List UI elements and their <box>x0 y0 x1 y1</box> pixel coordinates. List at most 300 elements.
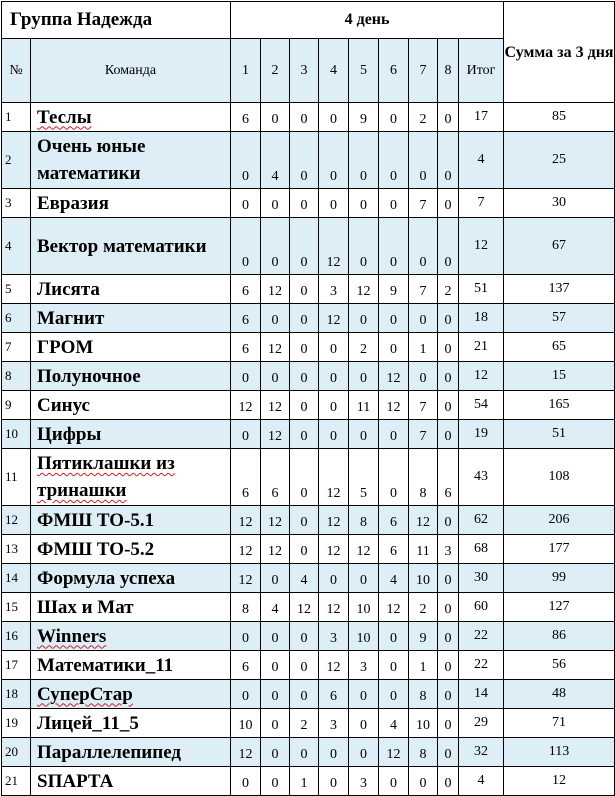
problem-5-score: 0 <box>349 218 379 275</box>
problem-1-header: 1 <box>231 39 261 103</box>
group-title: Группа Надежда <box>2 2 231 39</box>
table-row <box>2 767 615 796</box>
day-total: 29 <box>459 709 504 738</box>
table-row <box>2 738 615 767</box>
table-row <box>2 420 615 449</box>
problem-7-score: 2 <box>409 593 438 622</box>
problem-8-score: 0 <box>438 564 459 593</box>
problem-3-score: 0 <box>290 132 319 189</box>
row-number: 5 <box>2 275 31 304</box>
problem-2-score: 0 <box>261 189 290 218</box>
problem-4-score: 12 <box>319 535 349 564</box>
problem-6-score: 0 <box>379 420 409 449</box>
problem-6-score: 0 <box>379 651 409 680</box>
problem-8-score: 0 <box>438 333 459 362</box>
team-name-cell <box>31 593 231 622</box>
day-total: 19 <box>459 420 504 449</box>
problem-7-score: 7 <box>409 275 438 304</box>
three-day-sum: 51 <box>504 420 615 449</box>
problem-4-score: 0 <box>319 738 349 767</box>
problem-4-score: 0 <box>319 132 349 189</box>
problem-3-score: 0 <box>290 535 319 564</box>
team-name: Цифры <box>37 423 102 445</box>
problem-4-score: 6 <box>319 680 349 709</box>
problem-5-score: 12 <box>349 275 379 304</box>
problem-7-score: 1 <box>409 651 438 680</box>
problem-3-score: 0 <box>290 391 319 420</box>
team-name-cell <box>31 506 231 535</box>
problem-2-score: 6 <box>261 449 290 506</box>
problem-3-score: 0 <box>290 218 319 275</box>
team-name: Очень юные математики <box>37 136 146 184</box>
row-number: 19 <box>2 709 31 738</box>
day-total: 54 <box>459 391 504 420</box>
problem-5-header: 5 <box>349 39 379 103</box>
problem-2-score: 0 <box>261 218 290 275</box>
problem-7-score: 10 <box>409 709 438 738</box>
three-day-sum: 48 <box>504 680 615 709</box>
problem-7-score: 7 <box>409 391 438 420</box>
problem-8-score: 0 <box>438 593 459 622</box>
problem-4-score: 12 <box>319 304 349 333</box>
problem-5-score: 5 <box>349 449 379 506</box>
problem-4-score: 0 <box>319 362 349 391</box>
team-name: Формула успеха <box>37 567 176 589</box>
problem-8-score: 0 <box>438 420 459 449</box>
problem-2-score: 12 <box>261 333 290 362</box>
three-day-sum: 25 <box>504 132 615 189</box>
three-day-sum: 108 <box>504 449 615 506</box>
problem-1-score: 6 <box>231 333 261 362</box>
day-total: 4 <box>459 132 504 189</box>
day-total: 12 <box>459 218 504 275</box>
day-total: 30 <box>459 564 504 593</box>
problem-1-score: 6 <box>231 275 261 304</box>
problem-5-score: 8 <box>349 506 379 535</box>
table-row <box>2 449 615 506</box>
row-number: 13 <box>2 535 31 564</box>
row-number: 8 <box>2 362 31 391</box>
team-name-cell <box>31 304 231 333</box>
problem-7-score: 2 <box>409 103 438 132</box>
day-total: 62 <box>459 506 504 535</box>
problem-3-score: 1 <box>290 767 319 796</box>
row-number: 1 <box>2 103 31 132</box>
table-row <box>2 564 615 593</box>
problem-2-score: 0 <box>261 622 290 651</box>
table-row <box>2 535 615 564</box>
problem-1-score: 0 <box>231 132 261 189</box>
problem-8-score: 0 <box>438 218 459 275</box>
three-day-sum: 113 <box>504 738 615 767</box>
problem-5-score: 3 <box>349 767 379 796</box>
day-total: 51 <box>459 275 504 304</box>
problem-2-score: 12 <box>261 420 290 449</box>
team-name: ГРОМ <box>37 336 94 358</box>
problem-6-score: 12 <box>379 362 409 391</box>
problem-8-score: 0 <box>438 680 459 709</box>
team-name-cell <box>31 275 231 304</box>
problem-5-score: 0 <box>349 709 379 738</box>
team-name-cell <box>31 333 231 362</box>
problem-3-score: 0 <box>290 189 319 218</box>
problem-7-score: 0 <box>409 767 438 796</box>
row-number: 11 <box>2 449 31 506</box>
problem-8-score: 0 <box>438 622 459 651</box>
team-name: Полуночное <box>37 365 141 387</box>
problem-4-score: 12 <box>319 506 349 535</box>
problem-3-score: 0 <box>290 622 319 651</box>
problem-6-score: 0 <box>379 680 409 709</box>
team-name-cell <box>31 738 231 767</box>
problem-2-score: 12 <box>261 391 290 420</box>
problem-2-score: 0 <box>261 103 290 132</box>
problem-5-score: 10 <box>349 622 379 651</box>
problem-3-score: 0 <box>290 275 319 304</box>
problem-8-score: 0 <box>438 651 459 680</box>
problem-4-score: 12 <box>319 449 349 506</box>
problem-6-score: 0 <box>379 622 409 651</box>
team-name: Вектор математики <box>37 235 207 257</box>
table-row <box>2 304 615 333</box>
problem-5-score: 0 <box>349 362 379 391</box>
table-row <box>2 333 615 362</box>
problem-4-score: 0 <box>319 333 349 362</box>
table-row <box>2 593 615 622</box>
problem-3-score: 0 <box>290 362 319 391</box>
three-day-sum: 165 <box>504 391 615 420</box>
problem-7-score: 11 <box>409 535 438 564</box>
problem-8-score: 0 <box>438 362 459 391</box>
problem-3-score: 0 <box>290 506 319 535</box>
problem-1-score: 0 <box>231 767 261 796</box>
problem-7-score: 9 <box>409 622 438 651</box>
problem-5-score: 2 <box>349 333 379 362</box>
problem-6-score: 4 <box>379 564 409 593</box>
sum-header: Сумма за 3 дня <box>504 2 615 103</box>
problem-1-score: 0 <box>231 420 261 449</box>
problem-7-score: 0 <box>409 362 438 391</box>
problem-1-score: 6 <box>231 103 261 132</box>
problem-3-score: 0 <box>290 738 319 767</box>
problem-3-score: 0 <box>290 680 319 709</box>
row-number: 15 <box>2 593 31 622</box>
table-row <box>2 506 615 535</box>
problem-2-score: 4 <box>261 593 290 622</box>
problem-1-score: 12 <box>231 391 261 420</box>
team-name: Шах и Мат <box>37 596 134 618</box>
problem-4-score: 3 <box>319 275 349 304</box>
problem-3-score: 4 <box>290 564 319 593</box>
problem-6-score: 6 <box>379 506 409 535</box>
problem-1-score: 8 <box>231 593 261 622</box>
row-number: 10 <box>2 420 31 449</box>
problem-1-score: 12 <box>231 506 261 535</box>
results-table <box>1 1 615 796</box>
team-name-cell <box>31 709 231 738</box>
problem-5-score: 0 <box>349 189 379 218</box>
problem-1-score: 6 <box>231 651 261 680</box>
team-name: ФМШ ТО-5.2 <box>37 538 155 560</box>
team-name: Евразия <box>37 192 109 214</box>
problem-8-header: 8 <box>438 39 459 103</box>
problem-6-score: 9 <box>379 275 409 304</box>
three-day-sum: 177 <box>504 535 615 564</box>
day-total: 17 <box>459 103 504 132</box>
row-number: 9 <box>2 391 31 420</box>
problem-4-score: 0 <box>319 391 349 420</box>
problem-7-score: 8 <box>409 449 438 506</box>
problem-3-score: 0 <box>290 651 319 680</box>
problem-1-score: 6 <box>231 304 261 333</box>
problem-1-score: 10 <box>231 709 261 738</box>
problem-5-score: 0 <box>349 564 379 593</box>
problem-5-score: 12 <box>349 535 379 564</box>
problem-8-score: 0 <box>438 738 459 767</box>
team-name: Магнит <box>37 307 105 329</box>
problem-7-score: 10 <box>409 564 438 593</box>
three-day-sum: 67 <box>504 218 615 275</box>
problem-5-score: 0 <box>349 132 379 189</box>
day-total: 21 <box>459 333 504 362</box>
problem-8-score: 0 <box>438 767 459 796</box>
problem-6-score: 0 <box>379 767 409 796</box>
problem-5-score: 0 <box>349 420 379 449</box>
day-total: 22 <box>459 651 504 680</box>
row-number: 4 <box>2 218 31 275</box>
problem-6-score: 0 <box>379 449 409 506</box>
day-title: 4 день <box>231 2 504 39</box>
day-total: 4 <box>459 767 504 796</box>
problem-2-header: 2 <box>261 39 290 103</box>
team-name: SПАРТА <box>37 770 114 792</box>
team-name: Математики_11 <box>37 654 174 676</box>
problem-2-score: 0 <box>261 564 290 593</box>
team-column-header: Команда <box>31 39 231 103</box>
number-column-header: № <box>2 39 31 103</box>
problem-6-score: 0 <box>379 132 409 189</box>
team-name-cell <box>31 189 231 218</box>
problem-2-score: 0 <box>261 362 290 391</box>
problem-6-score: 12 <box>379 738 409 767</box>
problem-3-score: 0 <box>290 420 319 449</box>
problem-3-score: 2 <box>290 709 319 738</box>
problem-4-score: 3 <box>319 622 349 651</box>
problem-2-score: 0 <box>261 651 290 680</box>
problem-8-score: 0 <box>438 506 459 535</box>
problem-2-score: 12 <box>261 535 290 564</box>
team-name-cell <box>31 535 231 564</box>
problem-1-score: 6 <box>231 449 261 506</box>
problem-5-score: 11 <box>349 391 379 420</box>
problem-7-score: 7 <box>409 420 438 449</box>
team-name: Параллелепипед <box>37 741 181 763</box>
problem-3-score: 12 <box>290 593 319 622</box>
problem-5-score: 0 <box>349 680 379 709</box>
row-number: 7 <box>2 333 31 362</box>
problem-8-score: 0 <box>438 103 459 132</box>
problem-2-score: 4 <box>261 132 290 189</box>
row-number: 21 <box>2 767 31 796</box>
problem-5-score: 3 <box>349 651 379 680</box>
problem-6-score: 0 <box>379 218 409 275</box>
three-day-sum: 30 <box>504 189 615 218</box>
problem-8-score: 0 <box>438 709 459 738</box>
problem-2-score: 0 <box>261 680 290 709</box>
three-day-sum: 99 <box>504 564 615 593</box>
table-row <box>2 651 615 680</box>
problem-5-score: 10 <box>349 593 379 622</box>
problem-8-score: 0 <box>438 391 459 420</box>
problem-7-header: 7 <box>409 39 438 103</box>
problem-2-score: 0 <box>261 304 290 333</box>
day-total: 14 <box>459 680 504 709</box>
team-name-cell <box>31 391 231 420</box>
problem-2-score: 0 <box>261 767 290 796</box>
team-name-cell <box>31 103 231 132</box>
team-name-cell <box>31 362 231 391</box>
row-number: 3 <box>2 189 31 218</box>
problem-3-score: 0 <box>290 304 319 333</box>
row-number: 18 <box>2 680 31 709</box>
problem-6-score: 0 <box>379 103 409 132</box>
day-total: 22 <box>459 622 504 651</box>
team-name: Теслы <box>37 106 92 128</box>
problem-2-score: 12 <box>261 506 290 535</box>
problem-3-header: 3 <box>290 39 319 103</box>
day-total: 68 <box>459 535 504 564</box>
problem-1-score: 0 <box>231 622 261 651</box>
team-name-cell <box>31 218 231 275</box>
problem-8-score: 2 <box>438 275 459 304</box>
three-day-sum: 206 <box>504 506 615 535</box>
table-row <box>2 622 615 651</box>
three-day-sum: 12 <box>504 767 615 796</box>
problem-8-score: 0 <box>438 132 459 189</box>
problem-4-score: 12 <box>319 593 349 622</box>
table-row <box>2 218 615 275</box>
problem-7-score: 12 <box>409 506 438 535</box>
day-total: 60 <box>459 593 504 622</box>
problem-8-score: 0 <box>438 189 459 218</box>
problem-1-score: 12 <box>231 738 261 767</box>
problem-5-score: 0 <box>349 304 379 333</box>
table-row <box>2 680 615 709</box>
team-name-cell <box>31 132 231 189</box>
problem-7-score: 7 <box>409 189 438 218</box>
row-number: 2 <box>2 132 31 189</box>
three-day-sum: 86 <box>504 622 615 651</box>
problem-1-score: 0 <box>231 218 261 275</box>
table-row <box>2 132 615 189</box>
problem-5-score: 9 <box>349 103 379 132</box>
problem-6-header: 6 <box>379 39 409 103</box>
total-column-header: Итог <box>459 39 504 103</box>
team-name-cell <box>31 680 231 709</box>
problem-8-score: 3 <box>438 535 459 564</box>
problem-1-score: 12 <box>231 564 261 593</box>
row-number: 6 <box>2 304 31 333</box>
team-name: ФМШ ТО-5.1 <box>37 509 155 531</box>
problem-1-score: 12 <box>231 535 261 564</box>
problem-7-score: 8 <box>409 680 438 709</box>
problem-8-score: 6 <box>438 449 459 506</box>
day-total: 32 <box>459 738 504 767</box>
day-total: 18 <box>459 304 504 333</box>
problem-4-score: 12 <box>319 218 349 275</box>
day-total: 43 <box>459 449 504 506</box>
problem-7-score: 0 <box>409 304 438 333</box>
row-number: 20 <box>2 738 31 767</box>
problem-8-score: 0 <box>438 304 459 333</box>
team-name: Winners <box>37 625 107 647</box>
team-name-cell <box>31 767 231 796</box>
three-day-sum: 56 <box>504 651 615 680</box>
team-name-cell <box>31 420 231 449</box>
problem-6-score: 4 <box>379 709 409 738</box>
table-row <box>2 362 615 391</box>
day-total: 12 <box>459 362 504 391</box>
table-row <box>2 391 615 420</box>
three-day-sum: 71 <box>504 709 615 738</box>
problem-6-score: 0 <box>379 304 409 333</box>
problem-4-score: 0 <box>319 564 349 593</box>
problem-6-score: 12 <box>379 593 409 622</box>
problem-2-score: 12 <box>261 275 290 304</box>
three-day-sum: 65 <box>504 333 615 362</box>
team-name: Синус <box>37 394 90 416</box>
row-number: 12 <box>2 506 31 535</box>
three-day-sum: 137 <box>504 275 615 304</box>
problem-6-score: 0 <box>379 189 409 218</box>
problem-5-score: 0 <box>349 738 379 767</box>
problem-3-score: 0 <box>290 103 319 132</box>
problem-3-score: 0 <box>290 333 319 362</box>
problem-4-header: 4 <box>319 39 349 103</box>
day-total: 7 <box>459 189 504 218</box>
problem-7-score: 0 <box>409 132 438 189</box>
problem-7-score: 8 <box>409 738 438 767</box>
team-name: СуперСтар <box>37 683 133 705</box>
problem-6-score: 6 <box>379 535 409 564</box>
problem-1-score: 0 <box>231 680 261 709</box>
table-row <box>2 275 615 304</box>
team-name-cell <box>31 651 231 680</box>
team-name-cell <box>31 564 231 593</box>
problem-7-score: 0 <box>409 218 438 275</box>
row-number: 16 <box>2 622 31 651</box>
problem-7-score: 1 <box>409 333 438 362</box>
three-day-sum: 85 <box>504 103 615 132</box>
problem-4-score: 12 <box>319 651 349 680</box>
problem-2-score: 0 <box>261 738 290 767</box>
problem-1-score: 0 <box>231 189 261 218</box>
row-number: 14 <box>2 564 31 593</box>
three-day-sum: 127 <box>504 593 615 622</box>
table-row <box>2 189 615 218</box>
problem-4-score: 0 <box>319 420 349 449</box>
table-row <box>2 103 615 132</box>
problem-2-score: 0 <box>261 709 290 738</box>
problem-1-score: 0 <box>231 362 261 391</box>
team-name-cell <box>31 449 231 506</box>
team-name: Лицей_11_5 <box>37 712 139 734</box>
team-name: Лисята <box>37 278 100 300</box>
problem-6-score: 12 <box>379 391 409 420</box>
team-name-cell <box>31 622 231 651</box>
three-day-sum: 15 <box>504 362 615 391</box>
problem-4-score: 0 <box>319 767 349 796</box>
